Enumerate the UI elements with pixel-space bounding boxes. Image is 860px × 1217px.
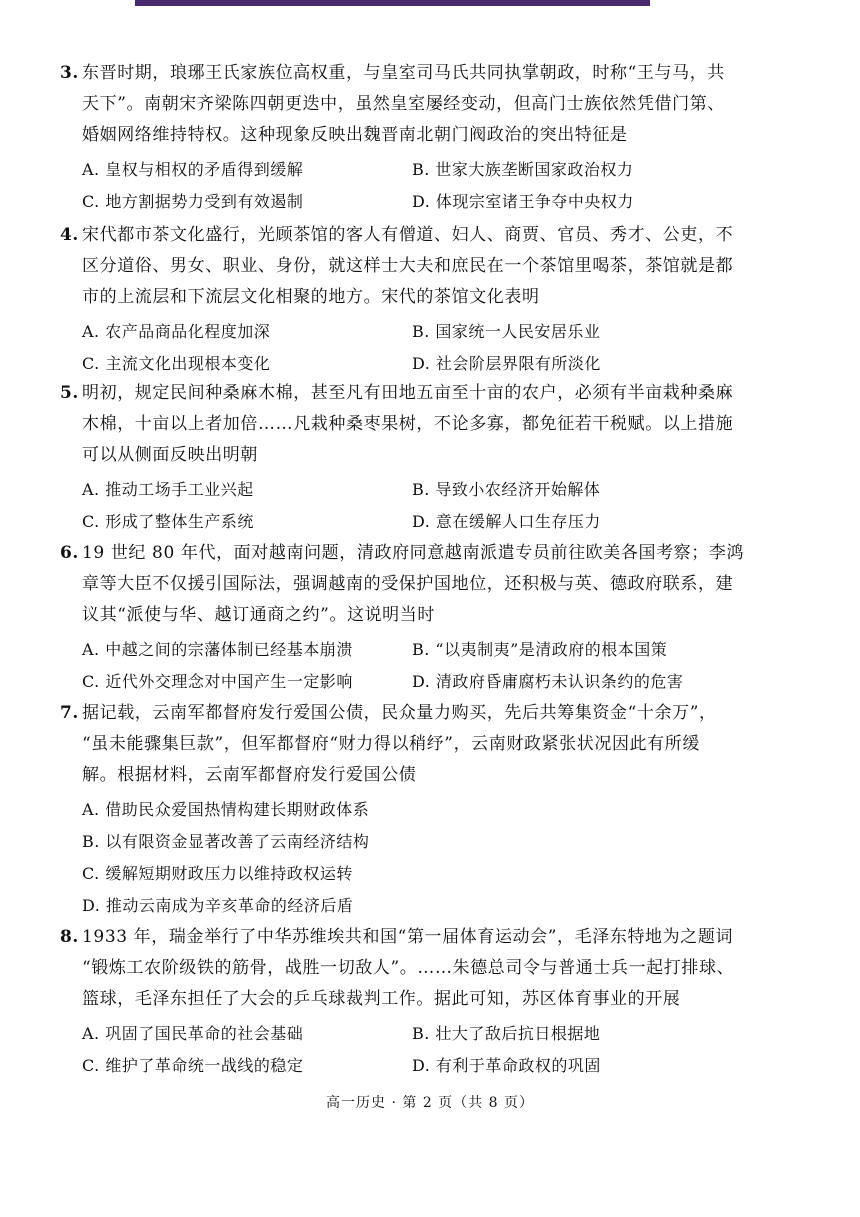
question-number: 5.: [60, 383, 79, 403]
stem-line: 市的上流层和下流层文化相聚的地方。宋代的茶馆文化表明: [82, 287, 540, 307]
options: [82, 154, 820, 218]
question-stem: [60, 922, 820, 1015]
question-number: 3.: [60, 63, 79, 83]
stem-line: “虽未能骤集巨款”，但军都督府“财力得以稍纾”，云南财政紧张状况因此有所缓: [82, 734, 700, 754]
stem-line: 议其“派使与华、越订通商之约”。这说明当时: [82, 605, 435, 625]
stem-line: 19 世纪 80 年代，面对越南问题，清政府同意越南派遣专员前往欧美各国考察；李鸿: [82, 543, 745, 563]
option-d[interactable]: D. 体现宗室诸王争夺中央权力: [412, 192, 634, 211]
question-4: [60, 220, 820, 380]
option-b[interactable]: B. 世家大族垄断国家政治权力: [412, 160, 634, 179]
question-number: 8.: [60, 927, 79, 947]
options: [82, 474, 820, 538]
stem-line: “锻炼工农阶级铁的筋骨，战胜一切敌人”。……朱德总司令与普通士兵一起打排球、: [82, 958, 735, 978]
stem-line: 东晋时期，琅琊王氏家族位高权重，与皇室司马氏共同执掌朝政，时称“王与马，共: [82, 63, 725, 83]
question-number: 6.: [60, 543, 79, 563]
page-footer: 高一历史 · 第 2 页（共 8 页）: [326, 1095, 534, 1111]
question-stem: [60, 538, 820, 631]
option-d[interactable]: D. 意在缓解人口生存压力: [412, 512, 601, 531]
option-d[interactable]: D. 清政府昏庸腐朽未认识条约的危害: [412, 672, 684, 691]
option-c[interactable]: C. 近代外交理念对中国产生一定影响: [82, 672, 353, 691]
option-d[interactable]: D. 推动云南成为辛亥革命的经济后盾: [82, 896, 354, 915]
option-c[interactable]: C. 主流文化出现根本变化: [82, 354, 271, 373]
option-a[interactable]: A. 推动工场手工业兴起: [82, 480, 254, 499]
stem-line: 婚姻网络维持特权。这种现象反映出魏晋南北朝门阀政治的突出特征是: [82, 125, 628, 145]
option-c[interactable]: C. 形成了整体生产系统: [82, 512, 254, 531]
option-a[interactable]: A. 借助民众爱国热情构建长期财政体系: [82, 800, 370, 819]
question-number: 4.: [60, 225, 79, 245]
stem-line: 区分道俗、男女、职业、身份，就这样士大夫和庶民在一个茶馆里喝茶，茶馆就是都: [82, 256, 734, 276]
option-b[interactable]: B. 国家统一人民安居乐业: [412, 322, 601, 341]
question-6: [60, 538, 820, 698]
stem-line: 宋代都市茶文化盛行，光顾茶馆的客人有僧道、妇人、商贾、官员、秀才、公吏，不: [82, 225, 734, 245]
question-number: 7.: [60, 703, 79, 723]
stem-line: 1933 年，瑞金举行了中华苏维埃共和国“第一届体育运动会”，毛泽东特地为之题词: [82, 927, 734, 947]
stem-line: 篮球，毛泽东担任了大会的乒乓球裁判工作。据此可知，苏区体育事业的开展: [82, 989, 681, 1009]
stem-line: 章等大臣不仅援引国际法，强调越南的受保护国地位，还积极与英、德政府联系，建: [82, 574, 734, 594]
option-c[interactable]: C. 维护了革命统一战线的稳定: [82, 1056, 304, 1075]
question-stem: [60, 698, 820, 791]
option-a[interactable]: A. 皇权与相权的矛盾得到缓解: [82, 160, 304, 179]
stem-line: 木棉，十亩以上者加倍……凡栽种桑枣果树，不论多寡，都免征若干税赋。以上措施: [82, 414, 734, 434]
option-b[interactable]: B. 以有限资金显著改善了云南经济结构: [82, 832, 370, 851]
question-5: [60, 378, 820, 538]
option-b[interactable]: B. “以夷制夷”是清政府的根本国策: [412, 640, 668, 659]
stem-line: 天下”。南朝宋齐梁陈四朝更迭中，虽然皇室屡经变动，但高门士族依然凭借门第、: [82, 94, 725, 114]
option-a[interactable]: A. 农产品商品化程度加深: [82, 322, 271, 341]
question-stem: [60, 378, 820, 471]
option-b[interactable]: B. 壮大了敌后抗日根据地: [412, 1024, 601, 1043]
stem-line: 解。根据材料，云南军都督府发行爱国公债: [82, 765, 417, 785]
stem-line: 据记载，云南军都督府发行爱国公债，民众量力购买，先后共筹集资金“十余万”，: [82, 703, 717, 723]
option-b[interactable]: B. 导致小农经济开始解体: [412, 480, 601, 499]
question-stem: [60, 58, 820, 151]
scan-top-band: [135, 0, 650, 6]
options: [82, 1018, 820, 1082]
question-3: [60, 58, 820, 218]
stem-line: 可以从侧面反映出明朝: [82, 445, 258, 465]
options: [82, 634, 820, 698]
option-c[interactable]: C. 地方割据势力受到有效遏制: [82, 192, 304, 211]
option-c[interactable]: C. 缓解短期财政压力以维持政权运转: [82, 864, 353, 883]
question-stem: [60, 220, 820, 313]
option-a[interactable]: A. 中越之间的宗藩体制已经基本崩溃: [82, 640, 353, 659]
option-d[interactable]: D. 社会阶层界限有所淡化: [412, 354, 601, 373]
stem-line: 明初，规定民间种桑麻木棉，甚至凡有田地五亩至十亩的农户，必须有半亩栽种桑麻: [82, 383, 734, 403]
option-d[interactable]: D. 有利于革命政权的巩固: [412, 1056, 601, 1075]
question-7: [60, 698, 820, 922]
options: [82, 316, 820, 380]
option-a[interactable]: A. 巩固了国民革命的社会基础: [82, 1024, 304, 1043]
options: [82, 794, 820, 922]
question-8: [60, 922, 820, 1082]
